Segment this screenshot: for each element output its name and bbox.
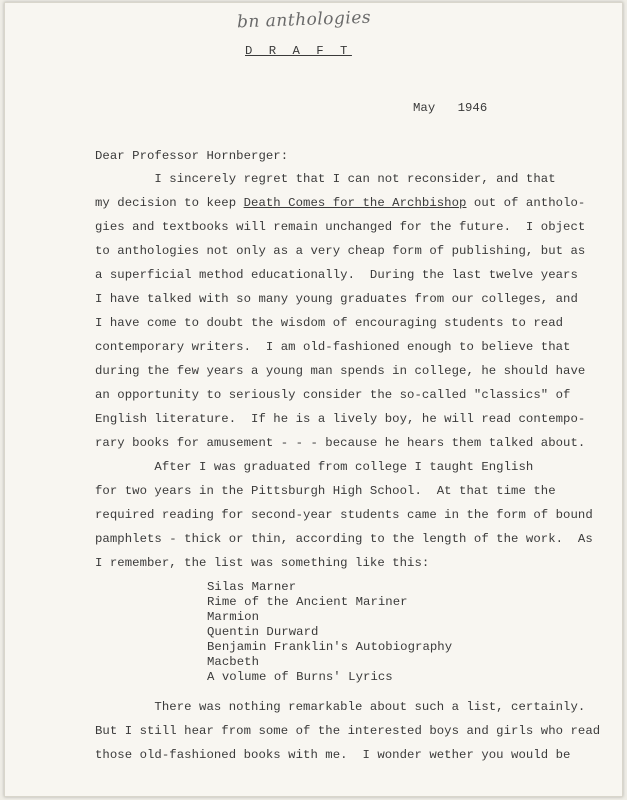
list-item: Quentin Durward <box>207 625 319 639</box>
text-line: I sincerely regret that I can not reconsider, and that <box>95 172 556 186</box>
text-line: rary books for amusement - - - because he hears them talked about. <box>95 436 586 450</box>
text-fragment: my decision to keep <box>95 196 244 210</box>
text-line: I remember, the list was something like this: <box>95 556 430 570</box>
list-item: Benjamin Franklin's Autobiography <box>207 640 453 654</box>
list-item: Rime of the Ancient Mariner <box>207 595 408 609</box>
list-item: Marmion <box>207 610 260 624</box>
list-item: A volume of Burns' Lyrics <box>207 670 393 684</box>
text-line: during the few years a young man spends in college, he should have <box>95 364 586 378</box>
handwritten-annotation: bn anthologies <box>236 7 372 33</box>
text-line: for two years in the Pittsburgh High School. At that time the <box>95 484 556 498</box>
letter-date: May 1946 <box>413 101 488 115</box>
text-line: There was nothing remarkable about such a list, certainly. <box>95 700 586 714</box>
letter-page <box>4 2 623 797</box>
text-line: a superficial method educationally. During the last twelve years <box>95 268 578 282</box>
text-line: gies and textbooks will remain unchanged for the future. I object <box>95 220 586 234</box>
list-item: Macbeth <box>207 655 260 669</box>
salutation: Dear Professor Hornberger: <box>95 149 289 163</box>
draft-heading: D R A F T <box>245 44 352 58</box>
text-line: required reading for second-year students came in the form of bound <box>95 508 593 522</box>
text-line: those old-fashioned books with me. I wonder wether you would be <box>95 748 571 762</box>
text-line: contemporary writers. I am old-fashioned enough to believe that <box>95 340 571 354</box>
text-line: English literature. If he is a lively boy, he will read contempo- <box>95 412 586 426</box>
list-item: Silas Marner <box>207 580 297 594</box>
text-line: to anthologies not only as a very cheap form of publishing, but as <box>95 244 586 258</box>
text-line: I have come to doubt the wisdom of encouraging students to read <box>95 316 564 330</box>
text-line <box>95 196 585 210</box>
book-title: Death Comes for the Archbishop <box>243 196 467 210</box>
text-line: an opportunity to seriously consider the so-called "classics" of <box>95 388 571 402</box>
text-line: After I was graduated from college I taught English <box>95 460 534 474</box>
text-line: I have talked with so many young graduates from our colleges, and <box>95 292 578 306</box>
text-line: But I still hear from some of the interested boys and girls who read <box>95 724 601 738</box>
text-line: pamphlets - thick or thin, according to the length of the work. As <box>95 532 593 546</box>
text-fragment: out of antholo- <box>466 196 586 210</box>
